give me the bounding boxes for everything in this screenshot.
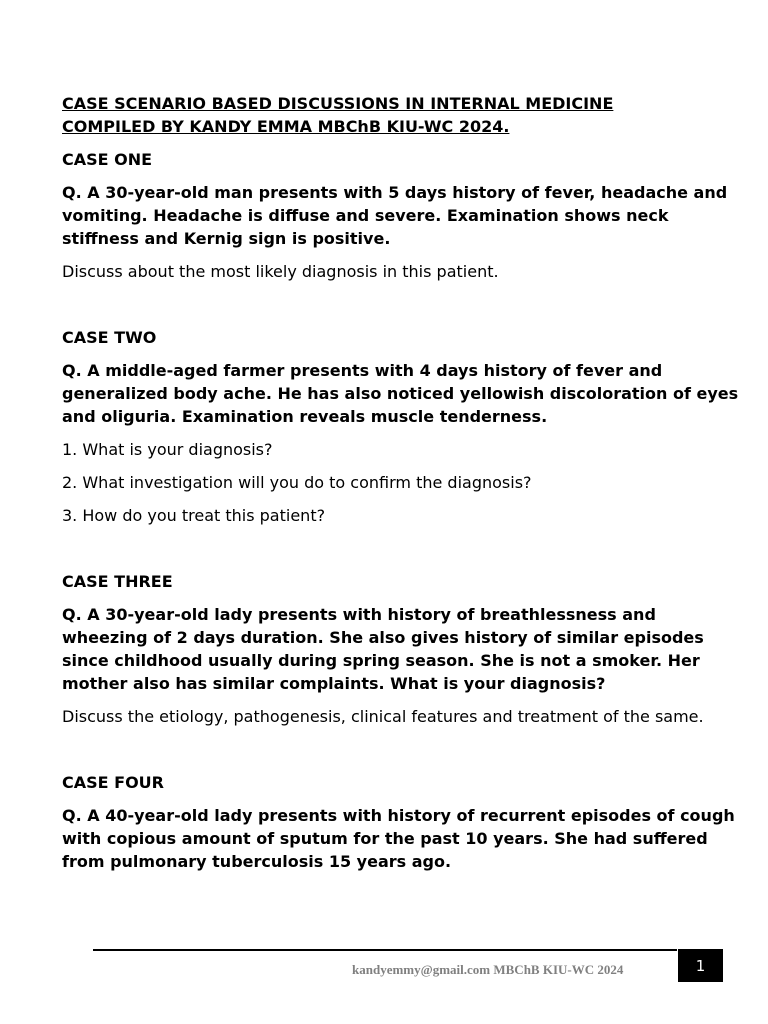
case-question: Q. A middle-aged farmer presents with 4 days history of fever and generalized body ache. He has also noticed yellowish discoloration of eyes and oliguria. Examination reveals muscle tenderness. xyxy=(62,361,739,426)
case-heading: CASE TWO xyxy=(62,328,157,347)
spacer xyxy=(62,738,742,771)
footer-divider xyxy=(93,949,677,951)
case-question: Q. A 30-year-old lady presents with history of breathlessness and wheezing of 2 days duration. She also gives history of similar episodes since childhood usually during spring season. She is not a smoker. Her mother also has similar complaints. What is your diagnosis? xyxy=(62,605,704,693)
footer-text: kandyemmy@gmail.com MBChB KIU-WC 2024 xyxy=(352,962,624,977)
case-four xyxy=(62,771,742,873)
spacer xyxy=(62,293,742,326)
case-prompt: Discuss the etiology, pathogenesis, clinical features and treatment of the same. xyxy=(62,707,704,726)
case-heading: CASE THREE xyxy=(62,572,173,591)
case-one xyxy=(62,148,742,283)
document-body xyxy=(62,92,742,883)
case-two xyxy=(62,326,742,527)
document-title: CASE SCENARIO BASED DISCUSSIONS IN INTERNAL MEDICINE COMPILED BY KANDY EMMA MBChB KIU-WC 2024. xyxy=(62,94,614,136)
case-three xyxy=(62,570,742,728)
case-prompt: 2. What investigation will you do to confirm the diagnosis? xyxy=(62,473,532,492)
case-prompt: 3. How do you treat this patient? xyxy=(62,506,326,525)
case-question: Q. A 40-year-old lady presents with history of recurrent episodes of cough with copious amount of sputum for the past 10 years. She had suffered from pulmonary tuberculosis 15 years ago. xyxy=(62,806,735,871)
page-number: 1 xyxy=(678,949,723,982)
spacer xyxy=(62,537,742,570)
case-prompt: 1. What is your diagnosis? xyxy=(62,440,273,459)
case-question: Q. A 30-year-old man presents with 5 days history of fever, headache and vomiting. Headache is diffuse and severe. Examination shows neck stiffness and Kernig sign is positive. xyxy=(62,183,728,248)
case-heading: CASE FOUR xyxy=(62,773,164,792)
case-heading: CASE ONE xyxy=(62,150,153,169)
case-prompt: Discuss about the most likely diagnosis in this patient. xyxy=(62,262,499,281)
